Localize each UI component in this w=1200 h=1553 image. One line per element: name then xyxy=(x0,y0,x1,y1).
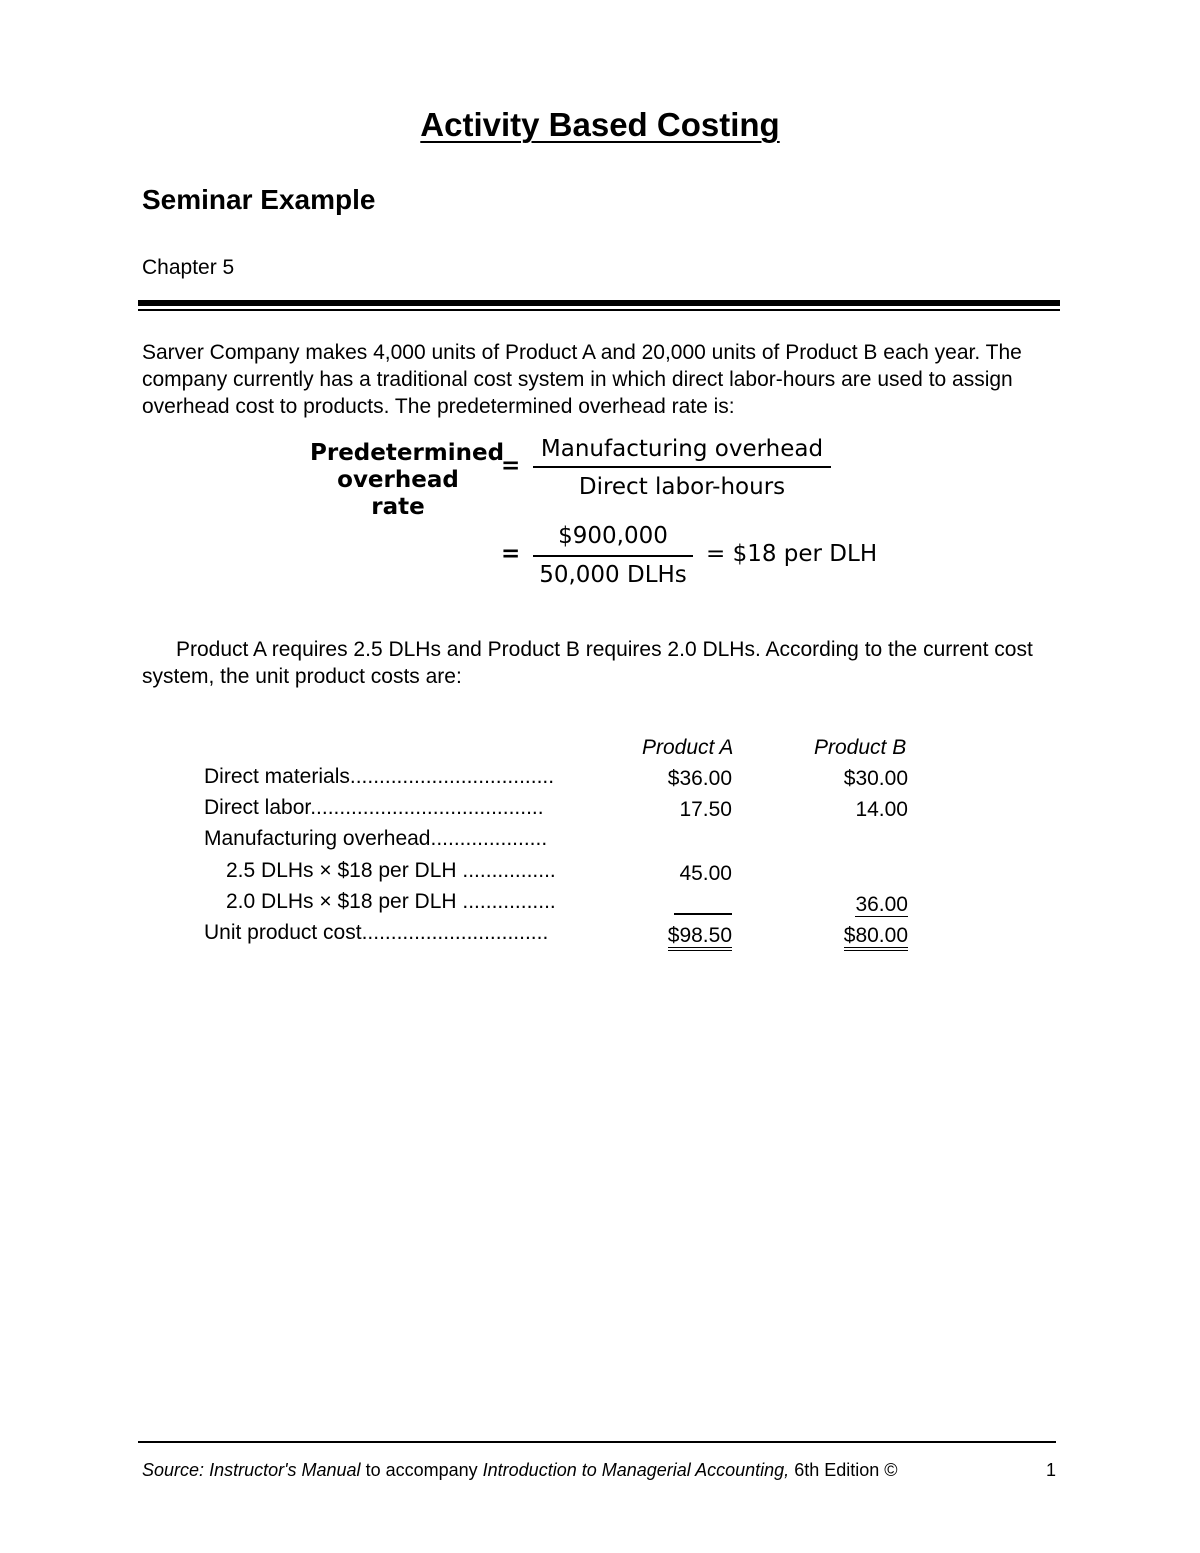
formula-lhs-line2: overhead rate xyxy=(337,467,459,520)
table-row-label: Manufacturing overhead.................... xyxy=(204,827,548,850)
formula-numerator: Manufacturing overhead xyxy=(540,436,824,462)
heading-rule-thin xyxy=(138,309,1060,311)
footer-edition: 6th Edition © xyxy=(794,1460,898,1480)
formula-fraction-bar-1 xyxy=(533,466,831,468)
table-row-label: Unit product cost................................ xyxy=(204,921,549,944)
footer-manual: Instructor's Manual xyxy=(209,1460,361,1480)
cost-paragraph: Product A requires 2.5 DLHs and Product B requires 2.0 DLHs. According to the current cost system, the unit product costs are: xyxy=(142,638,1033,688)
formula-result: = $18 per DLH xyxy=(706,541,878,567)
footer-book: Introduction to Managerial Accounting, xyxy=(482,1460,790,1480)
formula-lhs-line1: Predetermined xyxy=(310,440,505,466)
column-header-product-b: Product B xyxy=(814,736,907,759)
formula-denominator-value: 50,000 DLHs xyxy=(539,562,687,588)
table-cell-product-b-total: $80.00 xyxy=(816,924,908,948)
heading-rule-thick xyxy=(138,300,1060,306)
subtotal-underline-product-a xyxy=(674,913,732,915)
footer-to-accompany: to accompany xyxy=(365,1460,478,1480)
table-cell-product-a-total: $98.50 xyxy=(640,924,732,948)
formula-equals-2: = xyxy=(501,541,521,567)
footer-source-label: Source: xyxy=(142,1460,205,1480)
footer-rule xyxy=(138,1441,1056,1443)
section-subtitle: Seminar Example xyxy=(142,184,376,215)
formula-equals-1: = xyxy=(501,453,521,479)
chapter-label: Chapter 5 xyxy=(142,256,235,279)
table-cell-product-b: 36.00 xyxy=(855,893,908,916)
column-header-product-a: Product A xyxy=(642,736,734,759)
formula-numerator-value: $900,000 xyxy=(558,523,668,549)
intro-paragraph: Sarver Company makes 4,000 units of Product A and 20,000 units of Product B each year. The company currently has a traditional cost system in which direct labor-hours are used to assign overhead cost to products. The predetermined overhead rate is: xyxy=(142,341,1022,418)
table-cell-product-a: 45.00 xyxy=(679,862,732,885)
table-row-label: 2.5 DLHs × $18 per DLH ................ xyxy=(226,859,556,882)
table-cell-product-b: 14.00 xyxy=(855,798,908,821)
table-cell-product-a: $36.00 xyxy=(667,767,732,790)
page-number: 1 xyxy=(1046,1460,1057,1480)
table-row-label: Direct labor........................................ xyxy=(204,796,544,819)
footer-source xyxy=(142,1460,898,1481)
table-row-label: 2.0 DLHs × $18 per DLH ................ xyxy=(226,890,556,913)
document-title: Activity Based Costing xyxy=(420,106,780,143)
formula-denominator: Direct labor-hours xyxy=(578,474,786,500)
table-cell-product-a: 17.50 xyxy=(679,798,732,821)
formula-fraction-bar-2 xyxy=(533,555,693,557)
table-row-label: Direct materials................................... xyxy=(204,765,555,788)
table-cell-product-b: $30.00 xyxy=(843,767,908,790)
